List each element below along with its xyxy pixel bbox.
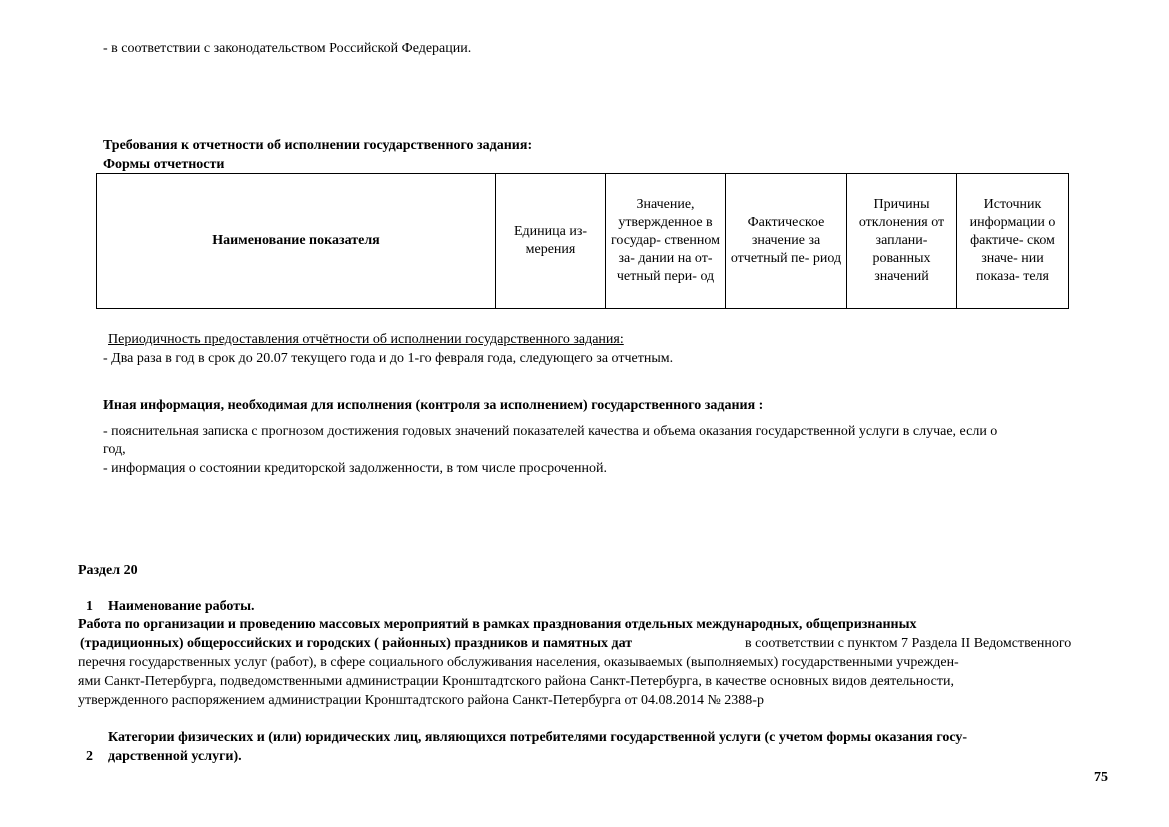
work-description-line: перечня государственных услуг (работ), в сфере социального обслуживания населения, оказываемых (выполняемых) государственными учрежден- [78,655,959,670]
item2-line: дарственной услуги). [108,749,242,764]
item1-title: Наименование работы. [108,599,255,614]
work-description-line: Работа по организации и проведению массовых мероприятий в рамках празднования отдельных международных, общепризнанных [78,617,917,632]
col-unit: Единица из- мерения [496,174,606,309]
col-deviation-reasons: Причины отклонения от заплани- рованных значений [847,174,957,309]
requirements-title: Требования к отчетности об исполнении государственного задания: [103,138,533,153]
col-info-source: Источник информации о фактиче- ском значе- нии показа- теля [957,174,1069,309]
other-info-item: - информация о состоянии кредиторской задолженности, в том числе просроченной. [103,461,607,476]
report-forms-table [96,173,1069,309]
section-title: Раздел 20 [78,563,138,578]
work-description-line: в соответствии с пунктом 7 Раздела II Ведомственного [745,636,1072,651]
table-header-row [97,174,1069,309]
forms-title: Формы отчетности [103,157,225,172]
other-info-item: - пояснительная записка с прогнозом достижения годовых значений показателей качества и объема оказания государственной услуги в случае, если о [103,424,998,439]
other-info-item: год, [103,442,126,457]
item2-number: 2 [86,749,93,764]
work-description-line: (традиционных) общероссийских и городских ( районных) праздников и памятных дат [80,636,633,651]
intro-line: - в соответствии с законодательством Российской Федерации. [103,41,472,56]
item2-line: Категории физических и (или) юридических лиц, являющихся потребителями государственной услуги (с учетом формы оказания госу- [108,730,968,745]
page-number: 75 [1094,770,1108,785]
item1-number: 1 [86,599,93,614]
col-actual-value: Фактическое значение за отчетный пе- риод [726,174,847,309]
other-info-title: Иная информация, необходимая для исполнения (контроля за исполнением) государственного задания : [103,398,764,413]
work-description-line: ями Санкт-Петербурга, подведомственными администрации Кронштадтского района Санкт-Петербурга, в качестве основных видов деятельности, [78,674,954,689]
col-approved-value: Значение, утвержденное в государ- ственном за- дании на от- четный пери- од [606,174,726,309]
work-description-line: утвержденного распоряжением администрации Кронштадтского района Санкт-Петербурга от 04.08.2014 № 2388-р [78,693,764,708]
periodicity-title: Периодичность предоставления отчётности об исполнении государственного задания: [108,332,624,347]
periodicity-text: - Два раза в год в срок до 20.07 текущего года и до 1-го февраля года, следующего за отчетным. [103,351,674,366]
col-indicator-name: Наименование показателя [97,174,496,309]
